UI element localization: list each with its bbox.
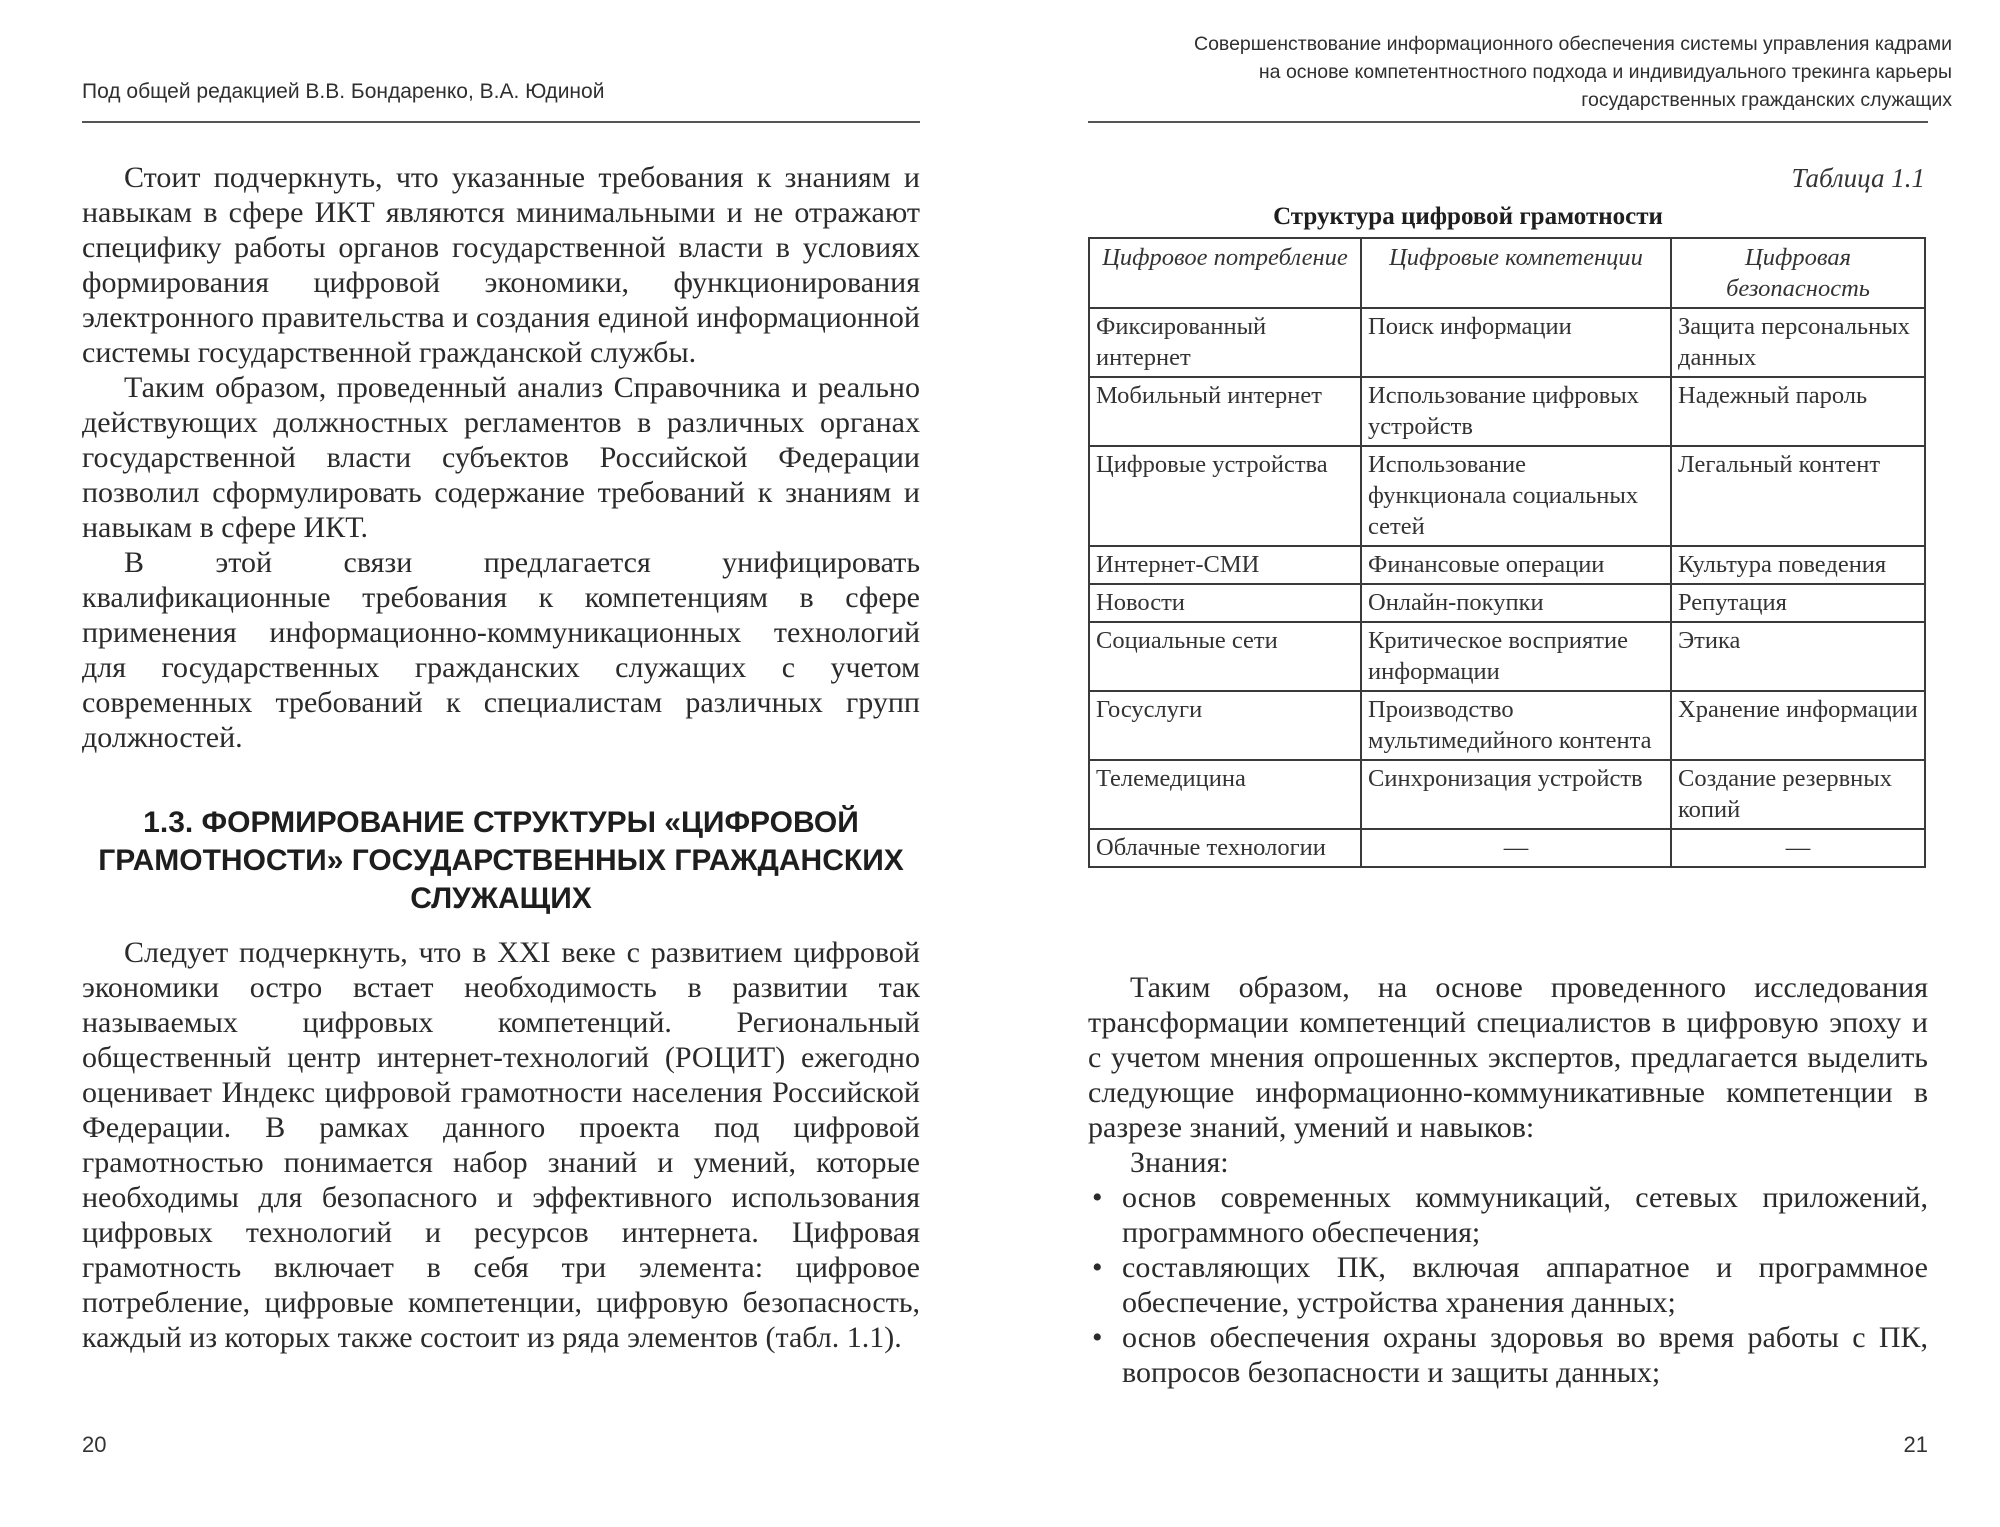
table-cell: Финансовые операции xyxy=(1361,546,1671,584)
table-cell: Производство мультимедийного контента xyxy=(1361,691,1671,760)
table-header-row xyxy=(1089,238,1925,308)
paragraph: Следует подчеркнуть, что в XXI веке с развитием цифровой экономики остро встает необходимость в развитии так называемых цифровых компетенций. Региональный общественный центр интернет-технологий (РОЦИТ) ежегодно оценивает Индекс цифровой грамотности населения Российской Федерации. В рамках данного проекта под цифровой грамотностью понимается набор знаний и умений, которые необходимы для безопасного и эффективного использования цифровых технологий и ресурсов интернета. Цифровая грамотность включает в себя три элемента: цифровое потребление, цифровые компетенции, цифровую безопасность, каждый из которых также состоит из ряда элементов (табл. 1.1). xyxy=(82,936,920,1354)
table-cell: Создание резервных копий xyxy=(1671,760,1925,829)
right-page xyxy=(1000,0,2000,1527)
knowledge-label: Знания: xyxy=(1130,1146,1229,1179)
table-cell: Хранение информации xyxy=(1671,691,1925,760)
conclusion-text xyxy=(1088,970,1928,1390)
paragraph: Таким образом, проведенный анализ Справочника и реально действующих должностных регламентов в различных органах государственной власти субъектов Российской Федерации позволил сформулировать содержание требований к знаниям и навыкам в сфере ИКТ. xyxy=(82,371,920,544)
header-line: на основе компетентностного подхода и индивидуального трекинга карьеры xyxy=(1258,61,1952,83)
bullet-icon: • xyxy=(1092,1181,1103,1214)
table-cell: Репутация xyxy=(1671,584,1925,622)
knowledge-list xyxy=(1088,1180,1928,1390)
table-cell: Онлайн-покупки xyxy=(1361,584,1671,622)
table-title: Структура цифровой грамотности xyxy=(1273,203,1663,230)
list-item-text: составляющих ПК, включая аппаратное и программное обеспечение, устройства хранения данных; xyxy=(1122,1251,1928,1319)
header-rule-left xyxy=(82,121,920,123)
paragraph: Стоит подчеркнуть, что указанные требования к знаниям и навыкам в сфере ИКТ являются минимальными и не отражают специфику работы органов государственной власти в условиях формирования цифровой экономики, функционирования электронного правительства и создания единой информационной системы государственной гражданской службы. xyxy=(82,161,920,369)
bullet-icon: • xyxy=(1092,1321,1103,1354)
list-item xyxy=(1088,1320,1928,1390)
table-row xyxy=(1089,446,1925,546)
table-row xyxy=(1089,829,1925,867)
table-row xyxy=(1089,377,1925,446)
table-row xyxy=(1089,546,1925,584)
table-cell: Социальные сети xyxy=(1089,622,1361,691)
section-heading: 1.3. ФОРМИРОВАНИЕ СТРУКТУРЫ «ЦИФРОВОЙ ГРАМОТНОСТИ» ГОСУДАРСТВЕННЫХ ГРАЖДАНСКИХ СЛУЖАЩИХ xyxy=(98,806,904,915)
bullet-icon: • xyxy=(1092,1251,1103,1284)
digital-literacy-table xyxy=(1088,237,1926,868)
column-header: Цифровая безопасность xyxy=(1671,238,1925,308)
table-cell: Использование функционала социальных сетей xyxy=(1361,446,1671,546)
table-cell: Фиксированный интернет xyxy=(1089,308,1361,377)
page-number-left: 20 xyxy=(82,1432,107,1457)
table-cell: Культура поведения xyxy=(1671,546,1925,584)
section-text xyxy=(82,935,920,1355)
table-cell: Облачные технологии xyxy=(1089,829,1361,867)
table-cell: Телемедицина xyxy=(1089,760,1361,829)
table-cell: Критическое восприятие информации xyxy=(1361,622,1671,691)
table-row xyxy=(1089,308,1925,377)
running-header-left: Под общей редакцией В.В. Бондаренко, В.А. Юдиной xyxy=(82,80,605,103)
table-cell: — xyxy=(1361,829,1671,867)
table-cell: Надежный пароль xyxy=(1671,377,1925,446)
column-header: Цифровое потребление xyxy=(1089,238,1361,308)
column-header: Цифровые компетенции xyxy=(1361,238,1671,308)
header-line: Совершенствование информационного обеспечения системы управления кадрами xyxy=(1194,33,1952,55)
intro-text xyxy=(82,160,920,755)
table-cell: Мобильный интернет xyxy=(1089,377,1361,446)
table-cell: Этика xyxy=(1671,622,1925,691)
list-item xyxy=(1088,1180,1928,1250)
table-cell: Легальный контент xyxy=(1671,446,1925,546)
table-row xyxy=(1089,622,1925,691)
table-row xyxy=(1089,691,1925,760)
header-rule-right xyxy=(1088,121,1928,123)
table-cell: Защита персональных данных xyxy=(1671,308,1925,377)
table-row xyxy=(1089,760,1925,829)
list-item-text: основ современных коммуникаций, сетевых приложений, программного обеспечения; xyxy=(1122,1181,1928,1249)
paragraph: В этой связи предлагается унифицировать квалификационные требования к компетенциям в сфере применения информационно-коммуникационных технологий для государственных гражданских служащих с учетом современных требований к специалистам различных групп должностей. xyxy=(82,546,920,754)
running-header-right xyxy=(1172,30,1952,114)
table-cell: Использование цифровых устройств xyxy=(1361,377,1671,446)
table-cell: Интернет-СМИ xyxy=(1089,546,1361,584)
table-row xyxy=(1089,584,1925,622)
table-cell: Новости xyxy=(1089,584,1361,622)
header-line: государственных гражданских служащих xyxy=(1581,89,1952,111)
paragraph: Таким образом, на основе проведенного исследования трансформации компетенций специалистов в цифровую эпоху и с учетом мнения опрошенных экспертов, предлагается выделить следующие информационно-коммуникативные компетенции в разрезе знаний, умений и навыков: xyxy=(1088,971,1928,1144)
table-caption: Таблица 1.1 xyxy=(1791,163,1925,193)
page-number-right: 21 xyxy=(1903,1432,1928,1457)
table-cell: Синхронизация устройств xyxy=(1361,760,1671,829)
table-cell: — xyxy=(1671,829,1925,867)
list-item-text: основ обеспечения охраны здоровья во время работы с ПК, вопросов безопасности и защиты данных; xyxy=(1122,1321,1928,1389)
list-item xyxy=(1088,1250,1928,1320)
table-cell: Поиск информации xyxy=(1361,308,1671,377)
table-cell: Госуслуги xyxy=(1089,691,1361,760)
table-cell: Цифровые устройства xyxy=(1089,446,1361,546)
